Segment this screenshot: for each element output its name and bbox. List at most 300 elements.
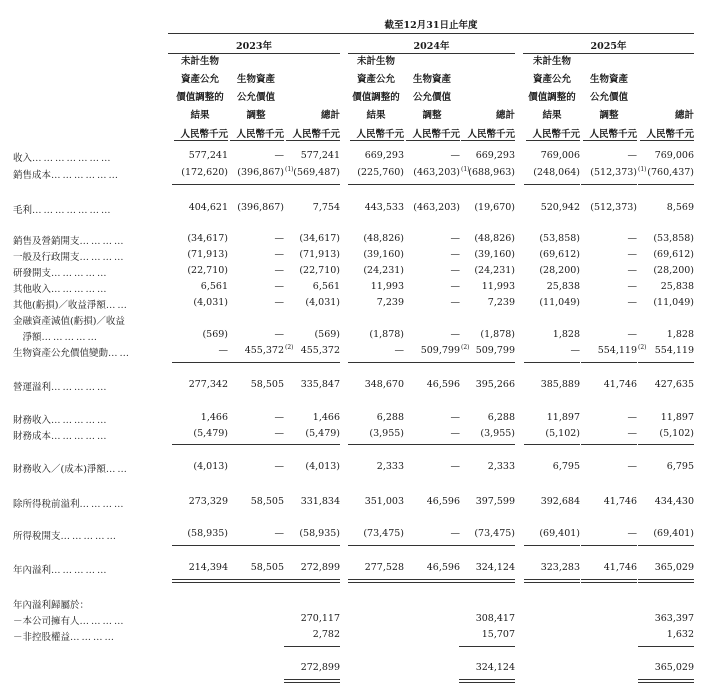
rule-after-fair-value-6 — [459, 362, 515, 363]
row-8-col-4: 7,239 — [376, 297, 404, 308]
row-1-col-9: 769,006 — [654, 150, 694, 161]
row-15-col-3: (4,013) — [305, 461, 340, 472]
row-16-col-2: 58,505 — [250, 496, 284, 507]
row-12-col-1: 277,342 — [188, 379, 228, 390]
row-6-col-2: — — [274, 265, 284, 276]
row-17-col-7: (69,401) — [539, 528, 580, 539]
column-head-8-line-3: 調整 — [599, 110, 619, 121]
row-22-col-9: 365,029 — [654, 662, 694, 673]
row-22-col-3: 272,899 — [300, 662, 340, 673]
row-8-col-6: 7,239 — [487, 297, 515, 308]
row-8-col-1: (4,031) — [193, 297, 228, 308]
row-5-col-3: (71,913) — [299, 249, 340, 260]
row-13-col-1: 1,466 — [200, 412, 228, 423]
row-label-6 — [13, 265, 163, 279]
column-head-4-line-4: 結果 — [366, 110, 386, 121]
row-6-col-7: (28,200) — [539, 265, 580, 276]
row-15-col-4: 2,333 — [376, 461, 404, 472]
row-label-16 — [13, 496, 163, 510]
year-heading-3: 2025年 — [590, 41, 627, 52]
row-10-col-1: (569) — [202, 329, 228, 340]
column-head-1-line-4: 結果 — [190, 110, 210, 121]
row-20-col-9: 363,397 — [654, 613, 694, 624]
row-12-col-2: 58,505 — [250, 379, 284, 390]
row-14-col-2: — — [274, 428, 284, 439]
row-1-col-8: — — [627, 150, 637, 161]
row-13-col-2: — — [274, 412, 284, 423]
row-leader-dots-11: …… — [108, 348, 132, 359]
row-17-col-6: (73,475) — [474, 528, 515, 539]
row-3-col-9: 8,569 — [666, 202, 694, 213]
unit-label-2: 人民幣千元 — [236, 129, 284, 140]
footnote-ref-11-2: (2) — [285, 344, 294, 351]
row-4-col-9: (53,858) — [653, 233, 694, 244]
row-leader-dots-18: …………… — [51, 565, 109, 576]
unit-underline-7 — [526, 140, 580, 141]
row-label-text-21: －非控股權益 — [13, 632, 71, 643]
row-6-col-6: (24,231) — [474, 265, 515, 276]
rule-after-fair-value-4 — [348, 362, 404, 363]
rule-after-finance-cost-7 — [524, 444, 580, 445]
row-leader-dots-10: …………… — [41, 332, 100, 343]
row-4-col-7: (53,858) — [539, 233, 580, 244]
row-8-col-3: (4,031) — [305, 297, 340, 308]
row-6-col-9: (28,200) — [653, 265, 694, 276]
row-label-14 — [13, 428, 163, 442]
rule-after-fair-value-8 — [581, 362, 637, 363]
row-label-text-13: 財務收入 — [13, 415, 52, 426]
row-label-text-2: 銷售成本 — [13, 170, 52, 181]
column-head-5-line-1: 生物資產 — [412, 74, 451, 85]
row-7-col-5: — — [450, 281, 460, 292]
rule-attrib-total-6 — [459, 679, 515, 683]
row-5-col-1: (71,913) — [187, 249, 228, 260]
row-13-col-7: 11,897 — [546, 412, 580, 423]
row-1-col-3: 577,241 — [300, 150, 340, 161]
unit-label-4: 人民幣千元 — [356, 129, 404, 140]
rule-after-finance-cost-8 — [581, 444, 637, 445]
rule-after-tax-5 — [404, 545, 460, 546]
row-13-col-3: 1,466 — [312, 412, 340, 423]
row-10-col-9: 1,828 — [666, 329, 694, 340]
row-3-col-6: (19,670) — [474, 202, 515, 213]
row-17-col-1: (58,935) — [187, 528, 228, 539]
row-label-1 — [13, 150, 163, 164]
column-head-7-line-2: 資產公允 — [532, 74, 571, 85]
row-label-text-7: 其他收入 — [13, 284, 52, 295]
row-17-col-4: (73,475) — [363, 528, 404, 539]
row-3-col-8: (512,373) — [590, 202, 637, 213]
column-head-3-line-1: 總計 — [320, 110, 340, 121]
column-head-2-line-1: 生物資產 — [236, 74, 275, 85]
row-10-col-7: 1,828 — [552, 329, 580, 340]
row-label-text-1: 收入 — [13, 153, 33, 164]
row-7-col-6: 11,993 — [481, 281, 515, 292]
rule-attrib-sum-6 — [459, 646, 515, 647]
row-label-text-10: 淨額 — [13, 332, 42, 343]
column-head-4-line-3: 價值調整的 — [352, 92, 400, 103]
rule-after-finance-cost-9 — [638, 444, 694, 445]
rule-after-tax-4 — [348, 545, 404, 546]
row-1-col-5: — — [450, 150, 460, 161]
row-7-col-7: 25,838 — [546, 281, 580, 292]
row-label-8 — [13, 297, 163, 311]
unit-label-5: 人民幣千元 — [412, 129, 460, 140]
row-7-col-1: 6,561 — [200, 281, 228, 292]
row-2-col-9: (760,437) — [647, 167, 694, 178]
row-13-col-6: 6,288 — [487, 412, 515, 423]
row-20-col-3: 270,117 — [300, 613, 340, 624]
rule-after-finance-cost-6 — [459, 444, 515, 445]
row-label-19 — [13, 597, 163, 611]
unit-label-3: 人民幣千元 — [292, 129, 340, 140]
row-leader-dots-20: ………… — [79, 616, 126, 627]
row-14-col-3: (5,479) — [305, 428, 340, 439]
row-label-21 — [13, 629, 163, 643]
rule-after-cost-4 — [348, 184, 404, 185]
row-5-col-8: — — [627, 249, 637, 260]
unit-label-8: 人民幣千元 — [589, 129, 637, 140]
row-5-col-7: (69,612) — [539, 249, 580, 260]
row-8-col-8: — — [627, 297, 637, 308]
row-4-col-5: — — [450, 233, 460, 244]
row-18-col-8: 41,746 — [603, 562, 637, 573]
row-20-col-6: 308,417 — [475, 613, 515, 624]
row-leader-dots-3: ………………… — [32, 205, 113, 216]
row-15-col-2: — — [274, 461, 284, 472]
rule-after-profit-6 — [459, 579, 515, 583]
row-4-col-6: (48,826) — [474, 233, 515, 244]
rule-after-profit-9 — [638, 579, 694, 583]
row-17-col-2: — — [274, 528, 284, 539]
row-label-text-12: 營運溢利 — [13, 382, 52, 393]
row-16-col-5: 46,596 — [426, 496, 460, 507]
row-2-col-3: (569,487) — [293, 167, 340, 178]
rule-attrib-sum-9 — [638, 646, 694, 647]
row-7-col-9: 25,838 — [660, 281, 694, 292]
row-label-9 — [13, 313, 163, 327]
row-11-col-5: 509,799 — [420, 345, 460, 356]
row-label-text-9: 金融資產減值(虧損)／收益 — [13, 316, 125, 327]
row-11-col-6: 509,799 — [475, 345, 515, 356]
row-label-text-15: 財務收入／(成本)淨額 — [13, 464, 106, 475]
row-10-col-8: — — [627, 329, 637, 340]
row-2-col-6: (688,963) — [468, 167, 515, 178]
row-10-col-3: (569) — [314, 329, 340, 340]
row-16-col-6: 397,599 — [475, 496, 515, 507]
row-leader-dots-2: ……………… — [51, 170, 121, 181]
row-2-col-2: (396,867) — [237, 167, 284, 178]
column-head-4-line-2: 資產公允 — [356, 74, 395, 85]
row-2-col-4: (225,760) — [357, 167, 404, 178]
rule-after-cost-9 — [638, 184, 694, 185]
column-head-5-line-3: 調整 — [422, 110, 442, 121]
row-16-col-3: 331,834 — [300, 496, 340, 507]
footnote-ref-11-8: (2) — [638, 344, 647, 351]
unit-underline-5 — [406, 140, 460, 141]
row-16-col-1: 273,329 — [188, 496, 228, 507]
rule-after-finance-cost-1 — [172, 444, 228, 445]
row-2-col-8: (512,373) — [590, 167, 637, 178]
rule-attrib-total-3 — [284, 679, 340, 683]
row-label-20 — [13, 613, 163, 627]
row-18-col-3: 272,899 — [300, 562, 340, 573]
row-8-col-2: — — [274, 297, 284, 308]
rule-after-finance-cost-3 — [284, 444, 340, 445]
row-label-text-17: 所得稅開支 — [13, 531, 61, 542]
rule-after-finance-cost-4 — [348, 444, 404, 445]
row-17-col-3: (58,935) — [299, 528, 340, 539]
rule-after-cost-8 — [581, 184, 637, 185]
row-label-7 — [13, 281, 163, 295]
row-7-col-8: — — [627, 281, 637, 292]
row-label-text-3: 毛利 — [13, 205, 33, 216]
column-head-5-line-2: 公允價值 — [412, 92, 451, 103]
rule-after-profit-8 — [581, 579, 637, 583]
row-2-col-1: (172,620) — [181, 167, 228, 178]
row-label-15 — [13, 461, 163, 475]
row-3-col-1: 404,621 — [188, 202, 228, 213]
row-8-col-5: — — [450, 297, 460, 308]
unit-underline-9 — [640, 140, 694, 141]
row-15-col-8: — — [627, 461, 637, 472]
row-label-text-5: 一般及行政開支 — [13, 252, 80, 263]
rule-after-profit-7 — [524, 579, 580, 583]
rule-after-profit-2 — [228, 579, 284, 583]
row-label-text-11: 生物資產公允價值變動 — [13, 348, 109, 359]
row-2-col-7: (248,064) — [533, 167, 580, 178]
row-2-col-5: (463,203) — [413, 167, 460, 178]
rule-after-fair-value-3 — [284, 362, 340, 363]
column-head-2-line-2: 公允價值 — [236, 92, 275, 103]
row-10-col-6: (1,878) — [480, 329, 515, 340]
row-6-col-3: (22,710) — [299, 265, 340, 276]
row-15-col-6: 2,333 — [487, 461, 515, 472]
row-12-col-9: 427,635 — [654, 379, 694, 390]
row-10-col-5: — — [450, 329, 460, 340]
period-heading: 截至12月31日止年度 — [384, 20, 478, 31]
row-6-col-8: — — [627, 265, 637, 276]
row-12-col-7: 385,889 — [540, 379, 580, 390]
row-leader-dots-8: …… — [105, 300, 129, 311]
unit-underline-1 — [174, 140, 228, 141]
row-14-col-1: (5,479) — [193, 428, 228, 439]
row-5-col-4: (39,160) — [363, 249, 404, 260]
footnote-ref-2-8: (1) — [638, 166, 647, 173]
column-head-1-line-1: 未計生物 — [180, 56, 219, 67]
row-label-text-14: 財務成本 — [13, 431, 52, 442]
rule-after-tax-6 — [459, 545, 515, 546]
row-21-col-3: 2,782 — [312, 629, 340, 640]
row-5-col-5: — — [450, 249, 460, 260]
row-5-col-2: — — [274, 249, 284, 260]
row-17-col-5: — — [450, 528, 460, 539]
column-head-8-line-1: 生物資產 — [589, 74, 628, 85]
row-leader-dots-6: …………… — [51, 268, 109, 279]
row-label-text-16: 除所得稅前溢利 — [13, 499, 80, 510]
row-label-2 — [13, 167, 163, 181]
row-18-col-1: 214,394 — [188, 562, 228, 573]
row-4-col-4: (48,826) — [363, 233, 404, 244]
row-12-col-3: 335,847 — [300, 379, 340, 390]
row-16-col-8: 41,746 — [603, 496, 637, 507]
row-14-col-9: (5,102) — [659, 428, 694, 439]
row-16-col-7: 392,684 — [540, 496, 580, 507]
year-heading-1: 2023年 — [236, 41, 272, 52]
rule-after-cost-5 — [404, 184, 460, 185]
row-1-col-6: 669,293 — [475, 150, 515, 161]
row-15-col-1: (4,013) — [193, 461, 228, 472]
footnote-ref-2-2: (1) — [285, 166, 294, 173]
rule-after-cost-7 — [524, 184, 580, 185]
row-15-col-5: — — [450, 461, 460, 472]
row-label-text-20: －本公司擁有人 — [13, 616, 80, 627]
column-head-7-line-4: 結果 — [542, 110, 562, 121]
row-11-col-4: — — [394, 345, 404, 356]
row-3-col-7: 520,942 — [540, 202, 580, 213]
row-3-col-3: 7,754 — [312, 202, 340, 213]
row-11-col-7: — — [570, 345, 580, 356]
row-label-text-18: 年內溢利 — [13, 565, 52, 576]
unit-label-1: 人民幣千元 — [180, 129, 228, 140]
rule-after-tax-3 — [284, 545, 340, 546]
rule-after-profit-1 — [172, 579, 228, 583]
row-6-col-1: (22,710) — [187, 265, 228, 276]
column-head-6-line-1: 總計 — [495, 110, 515, 121]
rule-after-fair-value-2 — [228, 362, 284, 363]
row-13-col-5: — — [450, 412, 460, 423]
column-head-9-line-1: 總計 — [674, 110, 694, 121]
unit-underline-3 — [286, 140, 340, 141]
row-label-4 — [13, 233, 163, 247]
rule-after-profit-4 — [348, 579, 404, 583]
unit-underline-4 — [350, 140, 404, 141]
column-head-1-line-3: 價值調整的 — [176, 92, 224, 103]
footnote-ref-2-5: (1) — [461, 166, 470, 173]
rule-after-cost-2 — [228, 184, 284, 185]
row-label-text-8: 其他(虧損)／收益淨額 — [13, 300, 106, 311]
rule-after-tax-1 — [172, 545, 228, 546]
row-21-col-6: 15,707 — [481, 629, 515, 640]
row-12-col-4: 348,670 — [364, 379, 404, 390]
row-11-col-2: 455,372 — [244, 345, 284, 356]
rule-after-cost-3 — [284, 184, 340, 185]
row-leader-dots-16: ………… — [79, 499, 126, 510]
row-leader-dots-5: ………… — [79, 252, 126, 263]
column-head-1-line-2: 資產公允 — [180, 74, 219, 85]
rule-after-tax-7 — [524, 545, 580, 546]
row-14-col-4: (3,955) — [369, 428, 404, 439]
row-5-col-6: (39,160) — [474, 249, 515, 260]
row-leader-dots-12: …………… — [51, 382, 109, 393]
column-head-7-line-1: 未計生物 — [532, 56, 571, 67]
rule-after-finance-cost-2 — [228, 444, 284, 445]
row-label-5 — [13, 249, 163, 263]
rule-after-fair-value-5 — [404, 362, 460, 363]
row-leader-dots-15: …… — [105, 464, 129, 475]
rule-after-fair-value-1 — [172, 362, 228, 363]
row-leader-dots-4: ………… — [79, 236, 126, 247]
rule-after-tax-9 — [638, 545, 694, 546]
row-18-col-7: 323,283 — [540, 562, 580, 573]
row-7-col-4: 11,993 — [370, 281, 404, 292]
row-8-col-7: (11,049) — [539, 297, 580, 308]
row-1-col-7: 769,006 — [540, 150, 580, 161]
unit-underline-8 — [583, 140, 637, 141]
row-label-12 — [13, 379, 163, 393]
row-18-col-9: 365,029 — [654, 562, 694, 573]
row-15-col-7: 6,795 — [552, 461, 580, 472]
row-16-col-4: 351,003 — [364, 496, 404, 507]
row-17-col-8: — — [627, 528, 637, 539]
row-label-18 — [13, 562, 163, 576]
row-3-col-2: (396,867) — [237, 202, 284, 213]
row-1-col-1: 577,241 — [188, 150, 228, 161]
row-1-col-2: — — [274, 150, 284, 161]
row-1-col-4: 669,293 — [364, 150, 404, 161]
rule-attrib-total-9 — [638, 679, 694, 683]
row-7-col-3: 6,561 — [312, 281, 340, 292]
rule-after-profit-3 — [284, 579, 340, 583]
row-18-col-5: 46,596 — [426, 562, 460, 573]
row-label-text-19: 年內溢利歸屬於： — [13, 600, 90, 611]
row-6-col-4: (24,231) — [363, 265, 404, 276]
column-head-2-line-3: 調整 — [246, 110, 266, 121]
row-13-col-8: — — [627, 412, 637, 423]
row-10-col-2: — — [274, 329, 284, 340]
row-14-col-5: — — [450, 428, 460, 439]
unit-label-9: 人民幣千元 — [646, 129, 694, 140]
rule-attrib-sum-3 — [284, 646, 340, 647]
row-16-col-9: 434,430 — [654, 496, 694, 507]
row-14-col-8: — — [627, 428, 637, 439]
row-11-col-1: — — [218, 345, 228, 356]
row-12-col-6: 395,266 — [475, 379, 515, 390]
row-3-col-5: (463,203) — [413, 202, 460, 213]
column-head-4-line-1: 未計生物 — [356, 56, 395, 67]
row-11-col-9: 554,119 — [654, 345, 694, 356]
row-label-text-4: 銷售及營銷開支 — [13, 236, 80, 247]
row-10-col-4: (1,878) — [369, 329, 404, 340]
row-14-col-7: (5,102) — [545, 428, 580, 439]
unit-underline-2 — [230, 140, 284, 141]
row-4-col-1: (34,617) — [187, 233, 228, 244]
row-4-col-8: — — [627, 233, 637, 244]
period-underline — [168, 33, 694, 34]
row-13-col-4: 6,288 — [376, 412, 404, 423]
row-13-col-9: 11,897 — [660, 412, 694, 423]
row-7-col-2: — — [274, 281, 284, 292]
rule-after-fair-value-7 — [524, 362, 580, 363]
row-4-col-2: — — [274, 233, 284, 244]
row-label-3 — [13, 202, 163, 216]
row-label-text-6: 研發開支 — [13, 268, 52, 279]
row-12-col-8: 41,746 — [603, 379, 637, 390]
column-head-8-line-2: 公允價值 — [589, 92, 628, 103]
footnote-ref-11-5: (2) — [461, 344, 470, 351]
column-head-7-line-3: 價值調整的 — [528, 92, 576, 103]
row-leader-dots-21: ………… — [70, 632, 117, 643]
row-8-col-9: (11,049) — [653, 297, 694, 308]
row-18-col-4: 277,528 — [364, 562, 404, 573]
row-label-11 — [13, 345, 163, 359]
rule-after-fair-value-9 — [638, 362, 694, 363]
row-18-col-2: 58,505 — [250, 562, 284, 573]
row-21-col-9: 1,632 — [666, 629, 694, 640]
row-3-col-4: 443,533 — [364, 202, 404, 213]
rule-after-cost-1 — [172, 184, 228, 185]
unit-underline-6 — [461, 140, 515, 141]
